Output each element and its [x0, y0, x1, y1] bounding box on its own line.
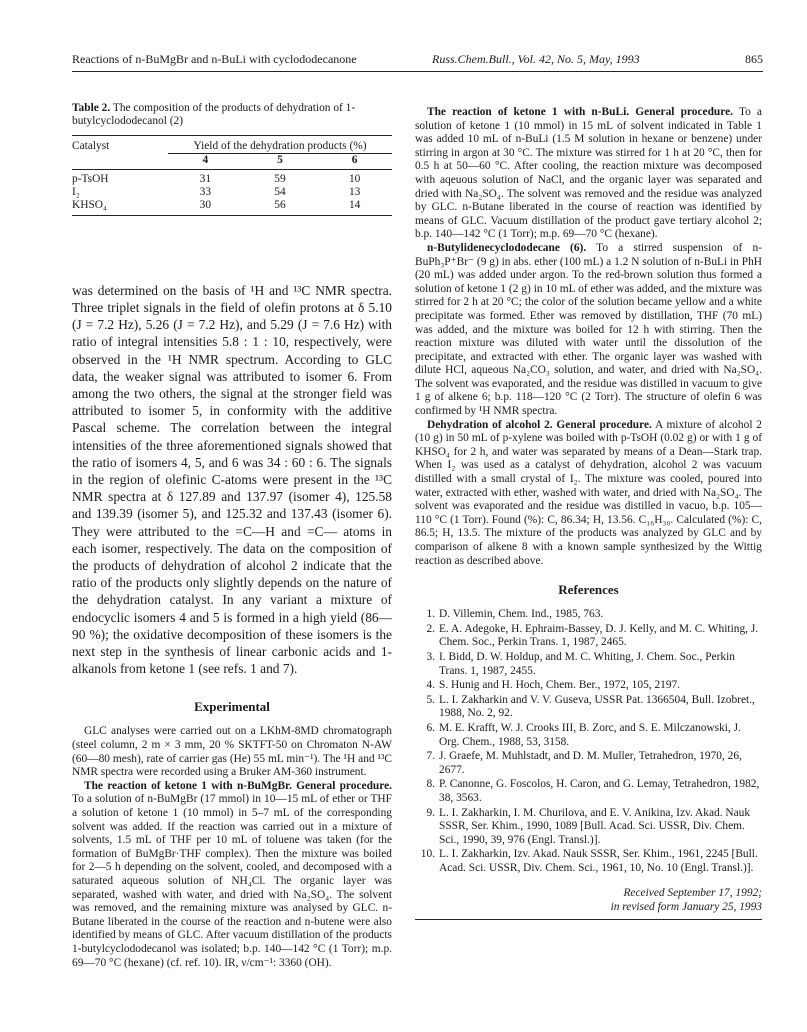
- reference-item: 8. P. Canonne, G. Foscolos, H. Caron, and G. Lemay, Tetrahedron, 1982, 38, 3563.: [426, 778, 760, 804]
- experimental-paragraph: The reaction of ketone 1 with n-BuMgBr. General procedure. To a solution of n-BuMgBr (17 mmol) in 10—15 mL of ether or THF a solution of ketone 1 (10 mmol) in 5–7 mL of the corresponding solvent was added. If the reaction was carried out in a mixture of solvents, 1.5 mL of THF per 10 mL of toluene was taken (for the formation of BuMgBr·THF complex). Then the mixture was boiled for 2—5 h depending on the solvent, cooled, and decomposed with a saturated aqueous solution of NH₄Cl. The organic layer was separated, washed with water, and dried with Na₂SO₄. The solvent was removed, and the remaining mixture was analysed by GLC. n-Butane liberated in the course of the reaction and n-butene were also identified by means of GLC. After vacuum distillation of the products 1-butylcyclododecanol was isolated; b.p. 140—142 °C (1 Torr); m.p. 69—70 °C (hexane) (cf. ref. 10). IR, ν/cm⁻¹: 3360 (OH).: [72, 779, 392, 969]
- revised-date: in revised form January 25, 1993: [610, 901, 762, 914]
- table-row: [72, 186, 392, 199]
- reference-item: 1. D. Villemin, Chem. Ind., 1985, 763.: [426, 608, 604, 621]
- yield-cell: 59: [274, 172, 286, 185]
- table-row: [72, 199, 392, 216]
- table-row: [72, 169, 392, 186]
- procedure-heading: n-Butylidenecyclododecane (6).: [427, 241, 587, 254]
- reference-item: 7. J. Graefe, M. Muhlstadt, and D. M. Muller, Tetrahedron, 1970, 26, 2677.: [426, 750, 742, 776]
- experimental-text: [72, 725, 392, 970]
- experimental-paragraph: GLC analyses were carried out on a LKhM-8MD chromatograph (steel column, 2 m × 3 mm, 20 % SKTFT-50 on Chromaton N-AW (60—80 mesh), rate of carrier gas (He) 55 mL min⁻¹). The ¹H and ¹³C NMR spectra were recorded using a Bruker AM-360 instrument.: [72, 725, 392, 779]
- experimental-text-continued: [415, 106, 762, 568]
- experimental-heading: Experimental: [194, 699, 270, 715]
- catalyst-cell: KHSO₄: [72, 199, 168, 216]
- yield-cell: 14: [317, 199, 392, 216]
- composition-table: [72, 135, 392, 216]
- header-article-title: Reactions of n-BuMgBr and n-BuLi with cyclododecanone: [72, 52, 357, 66]
- catalyst-cell: I₂: [72, 185, 80, 198]
- reference-item: 3. I. Bidd, D. W. Holdup, and M. C. Whiting, J. Chem. Soc., Perkin Trans. 1, 1987, 2455.: [426, 650, 735, 677]
- left-column: [72, 102, 392, 970]
- col-header-yield: Yield of the dehydration products (%): [168, 135, 392, 153]
- reference-item: 2. E. A. Adegoke, H. Ephraim-Bassey, D. J. Kelly, and M. C. Whiting, J. Chem. Soc., Perkin Trans. 1, 1987, 2465.: [426, 622, 759, 649]
- reference-list: [415, 608, 762, 875]
- header-journal-citation: Russ.Chem.Bull., Vol. 42, No. 5, May, 1993: [432, 52, 640, 66]
- table-caption-label: Table 2.: [72, 102, 111, 114]
- reference-item: 5. L. I. Zakharkin and V. V. Guseva, USSR Pat. 1366504, Bull. Izobret., 1988, No. 2, 92.: [426, 693, 755, 720]
- table-caption-text: The composition of the products of dehydration of 1-butylcyclododecanol (2): [72, 102, 356, 128]
- received-date: Received September 17, 1992;: [623, 887, 762, 900]
- yield-cell: 13: [348, 185, 361, 198]
- received-dates: [415, 887, 762, 914]
- col-header-catalyst: Catalyst: [72, 135, 168, 169]
- yield-cell: 33: [199, 185, 212, 198]
- yield-cell: 30: [168, 199, 243, 216]
- col-header-isomer-6: 6: [317, 153, 392, 169]
- yield-cell: 10: [348, 172, 361, 185]
- col-header-isomer-4: 4: [168, 153, 243, 169]
- yield-cell: 54: [274, 185, 286, 198]
- yield-cell: 56: [243, 199, 318, 216]
- reference-item: 10. L. I. Zakharkin, Izv. Akad. Nauk SSSR, Ser. Khim., 1961, 2245 [Bull. Acad. Sci. USSR, Div. Chem. Sci., 1961, 10, No. 10 (Engl. Transl.)].: [420, 848, 758, 874]
- table-caption: [72, 102, 392, 129]
- right-column: [415, 106, 762, 920]
- results-paragraph: was determined on the basis of ¹H and ¹³C NMR spectra. Three triplet signals in the field of olefin protons at δ 5.10 (J = 7.2 Hz), 5.26 (J = 7.2 Hz), and 5.29 (J = 7.6 Hz) with ratio of integral intensities 5.8 : 1 : 10, respectively, were observed in the ¹H NMR spectrum. According to GLC data, the weaker signal was attributed to isomer 6. From among the two others, the signal at the stronger field was attributed to isomer 5, in conformity with the additive Pascal scheme. The correlation between the integral intensities of the three aforementioned signals showed that the ratio of isomers 4, 5, and 6 was 34 : 60 : 6. The signals in the region of olefinic C-atoms were present in the ¹³C NMR spectra at δ 127.89 and 137.97 (isomer 4), 125.58 and 139.39 (isomer 5), and 125.32 and 137.43 (isomer 6). They were attributed to the =C—H and =C— atoms in each isomer, respectively. The data on the composition of the products of dehydration of alcohol 2 indicate that the ratio of the products only slightly depends on the nature of the dehydration catalyst. In any variant a mixture of endocyclic isomers 4 and 5 is formed in a high yield (86—90 %); the oxidative decomposition of these isomers is the next step in the synthesis of linear carbonic acids and 1-alkanols from ketone 1 (see refs. 1 and 7).: [72, 282, 392, 677]
- yield-cell: 31: [199, 172, 212, 185]
- reference-item: 9. L. I. Zakharkin, I. M. Churilova, and E. V. Anikina, Izv. Akad. Nauk SSSR, Ser. Khim., 1990, 1089 [Bull. Acad. Sci. USSR, Div. Chem. Sci., 1990, 39, 976 (Engl. Transl.)].: [426, 806, 751, 846]
- table-header-row: [72, 135, 392, 153]
- experimental-paragraph: Dehydration of alcohol 2. General procedure. A mixture of alcohol 2 (10 g) in 50 mL of p-xylene was boiled with p-TsOH (0.02 g) or with 1 g of KHSO₄ for 2 h, and water was separated by means of a Dean—Stark trap. When I₂ was used as a catalyst of dehydration, alcohol 2 was vacuum distilled with a small crystal of I₂. The mixture was cooled, poured into water, extracted with ether, washed with water, and dried with Na₂SO₄. The solvent was evaporated and the residue was distilled in vacuo, b.p. 105—110 °C (1 Torr). Found (%): C, 86.34; H, 13.56. C₁₆H₃₀. Calculated (%): C, 86.5; H, 13.5. The mixture of the products was analyzed by GLC and by comparison of alkene 8 with a known sample synthesized by the Wittig reaction as described above.: [415, 418, 762, 567]
- col-header-isomer-5: 5: [243, 153, 318, 169]
- running-header: [72, 52, 763, 70]
- header-page-number: 865: [745, 52, 763, 66]
- header-rule: [72, 71, 763, 72]
- procedure-heading: The reaction of ketone 1 with n-BuMgBr. General procedure.: [84, 779, 392, 792]
- experimental-paragraph: The reaction of ketone 1 with n-BuLi. General procedure. To a solution of ketone 1 (10 mmol) in 15 mL of solvent indicated in Table 1 was added 10 mL of n-BuLi (1.5 M solution in hexane or benzene) under stirring in argon at 30 °C. The mixture was stirred for 1 h at 20 °C, then for 0.5 h at 50—60 °C. After cooling, the reaction mixture was decomposed with aqeuous solution of NaCl, and the organic layer was separated and dried with Na₂SO₄. The solvent was removed and the residue was analyzed by GLC. n-Butane liberated in the course of reaction was identified by means of GLC. Vacuum distillation of the product gave tertiary alcohol 2; b.p. 140—142 °C (1 Torr); m.p. 69—70 °C (hexane).: [415, 106, 762, 241]
- references-heading: References: [558, 582, 619, 598]
- experimental-paragraph: n-Butylidenecyclododecane (6). To a stirred suspension of n-BuPh₃P⁺Br⁻ (9 g) in abs. ether (100 mL) a 1.2 N solution of n-BuLi in PhH (20 mL) was added under argon. To the red-brown solution thus formed a solution of ketone 1 (2 g) in 10 mL of ether was added, and the mixture was stirred for 2 h at 20 °C; the color of the solution became yellow and a white precipitate was formed. Ether was removed by distillation, THF (70 mL) was added, and the mixture was boiled for 12 h with stirring. Then the reaction mixture was diluted with water until the dissolution of the precipitate, and extracted with ether. The organic layer was washed with dilute HCl, aqueous Na₂CO₃ solution, and water, and dried with Na₂SO₄. The solvent was evaporated, and the residue was distilled in vacuum to give 1 g of alkene 6; b.p. 118—120 °C (2 Torr). The structure of olefin 6 was confirmed by ¹H NMR spectra.: [415, 241, 762, 418]
- reference-item: 4. S. Hunig and H. Hoch, Chem. Ber., 1972, 105, 2197.: [426, 679, 681, 692]
- procedure-heading: Dehydration of alcohol 2. General procedure.: [427, 418, 652, 431]
- catalyst-cell: p-TsOH: [72, 172, 109, 185]
- end-rule: [415, 919, 762, 920]
- procedure-heading: The reaction of ketone 1 with n-BuLi. General procedure.: [427, 106, 733, 118]
- reference-item: 6. M. E. Krafft, W. J. Crooks III, B. Zorc, and S. E. Milczanowski, J. Org. Chem., 1988, 53, 3158.: [426, 721, 741, 748]
